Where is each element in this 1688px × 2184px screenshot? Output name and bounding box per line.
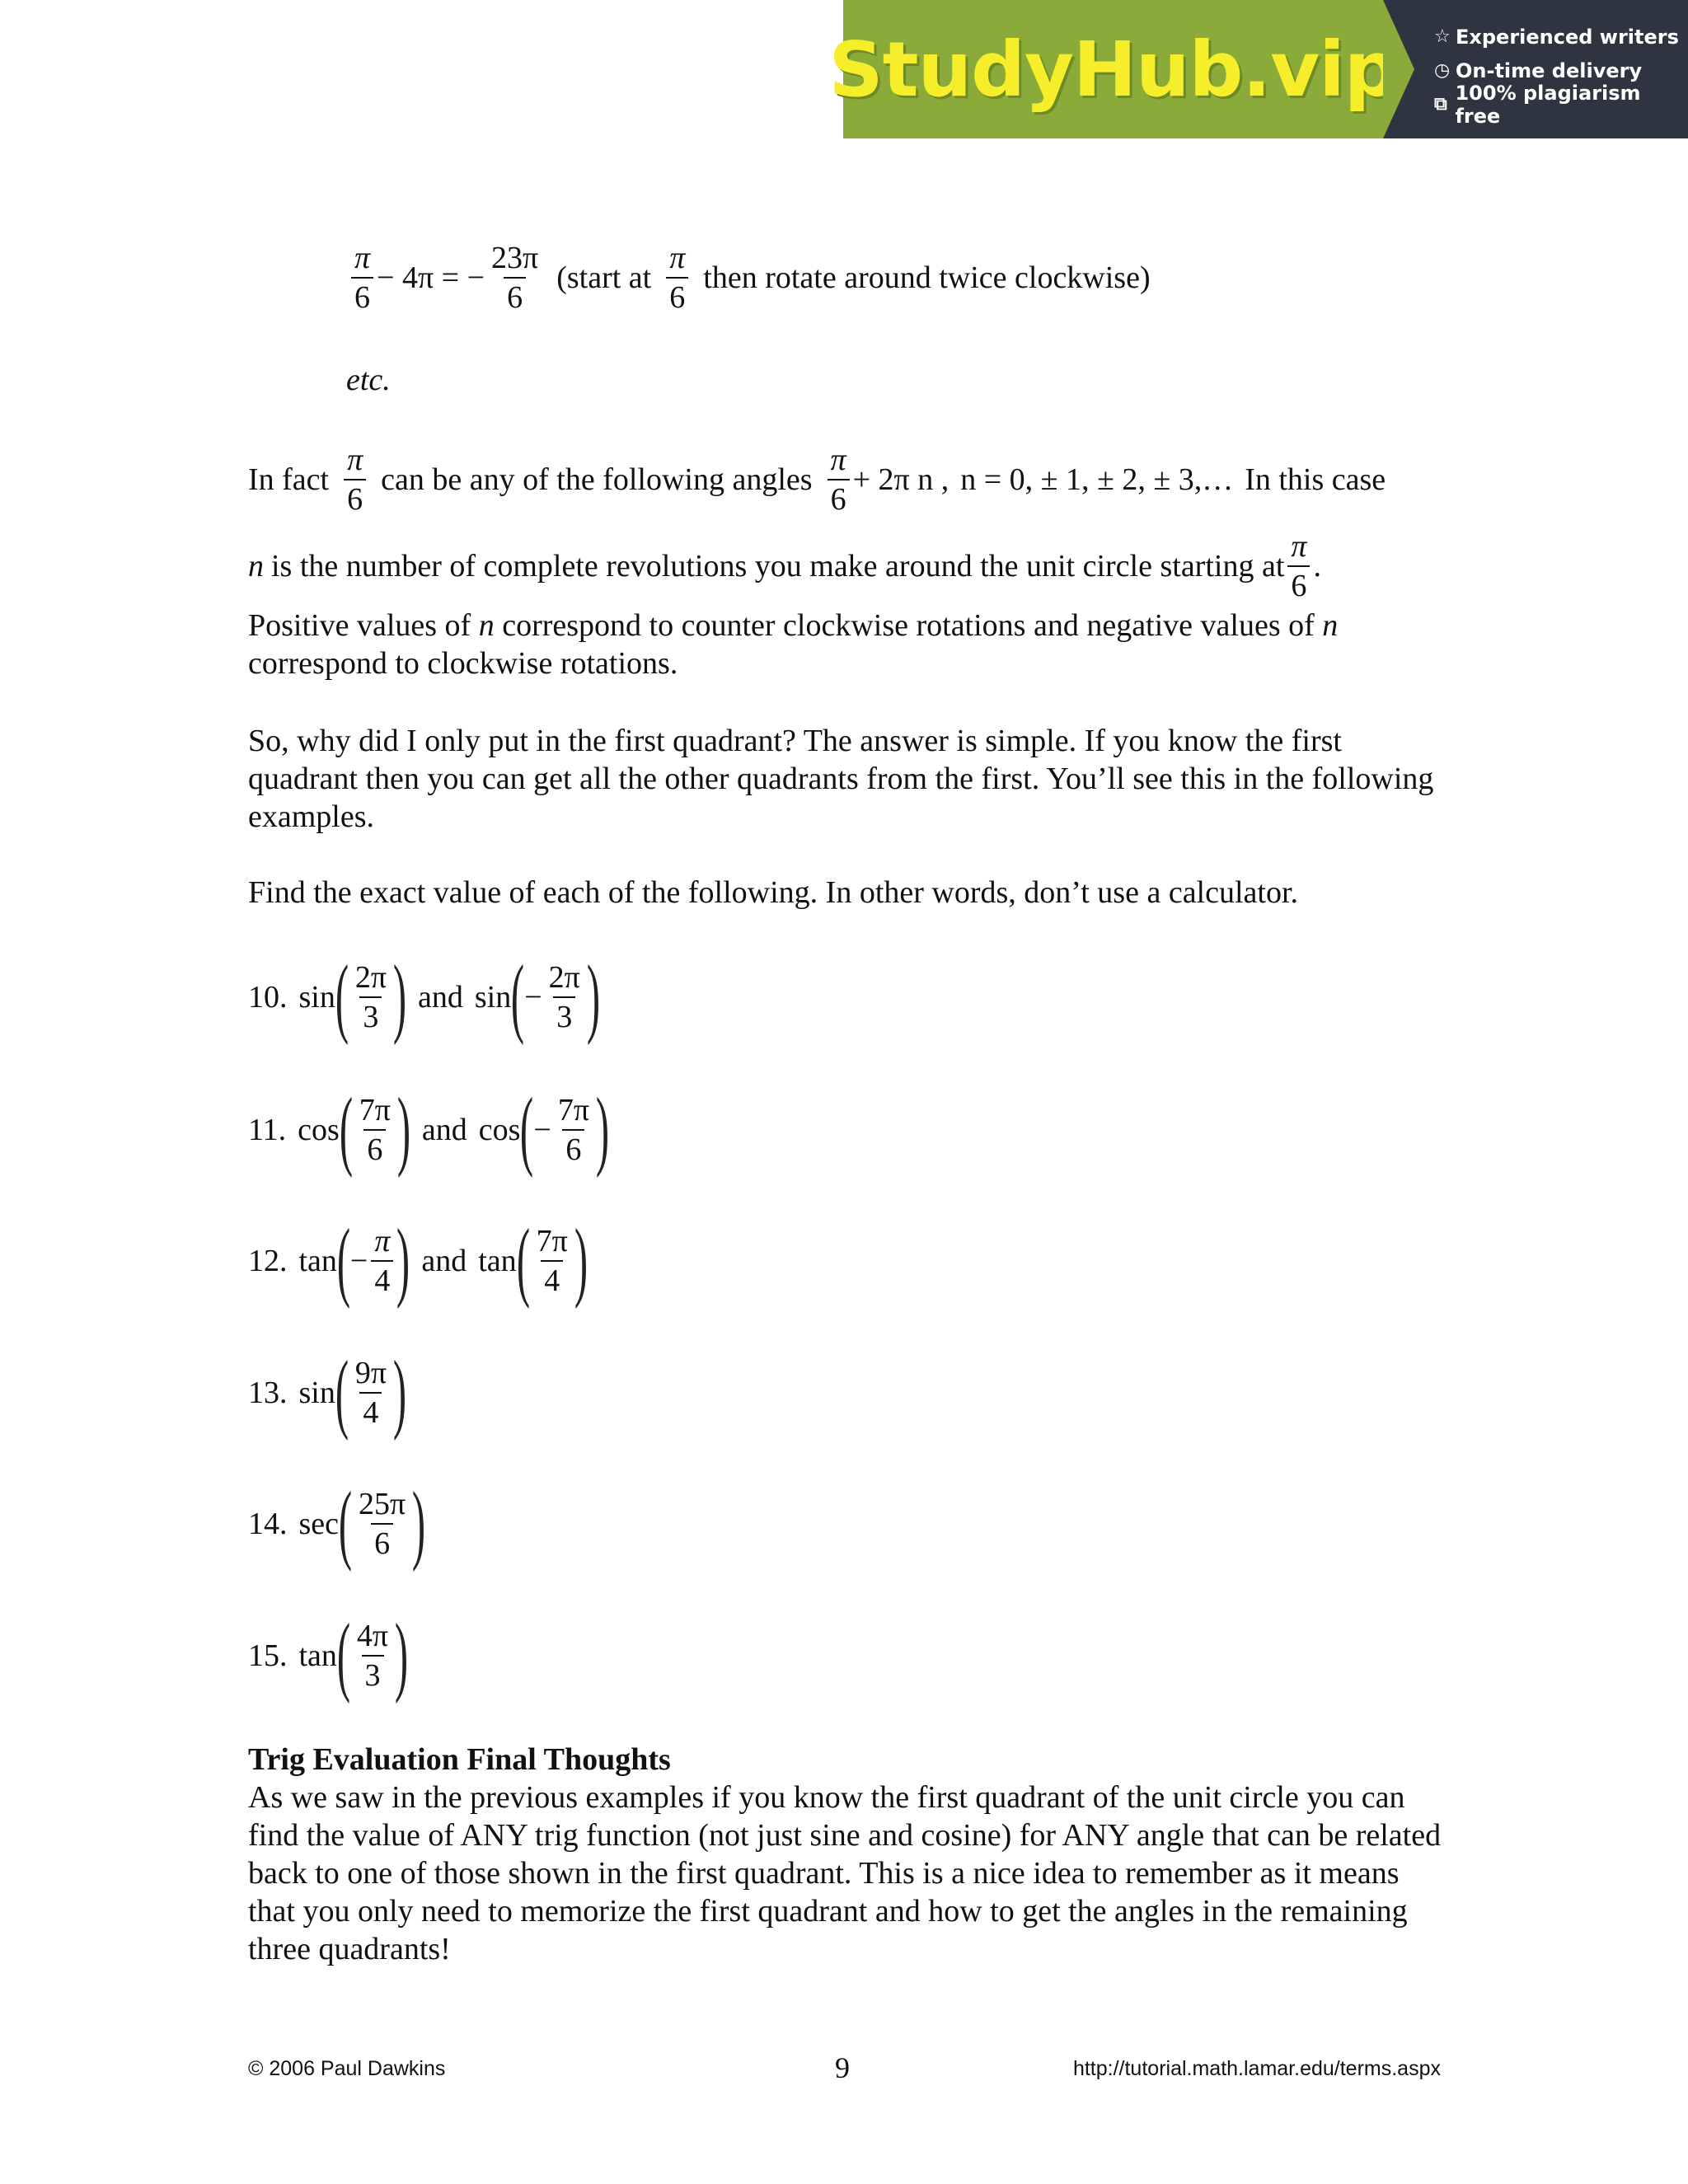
feature-experienced (1434, 20, 1688, 54)
etc-text: etc. (346, 363, 391, 397)
problem-13: 13. sin ( $\frac{9\pi}{4}$ ) (248, 1343, 407, 1441)
fraction: $\frac{23\pi}{6}$ (491, 241, 539, 315)
fraction: $\frac{\pi}{6}$ (666, 239, 688, 316)
equation-rotation (348, 239, 1151, 316)
copy-icon: ⧉ (1434, 94, 1447, 115)
problem-14: 14. sec ( $\frac{25\pi}{6}$ ) (248, 1474, 426, 1572)
problem-15: 15. tan ( $\frac{4\pi}{3}$ ) (248, 1606, 409, 1704)
paragraph-final: As we saw in the previous examples if you know the first quadrant of the unit circle you can find the value of ANY trig function (not just sine and cosine) for ANY angle that can be related back to one of those shown in the first quadrant. This is a nice idea to remember as it means that you only need to memorize the first quadrant and how to get the angles in the remaining three quadrants! (248, 1780, 1442, 1966)
section-heading: Trig Evaluation Final Thoughts (248, 1742, 671, 1777)
text: . (1313, 549, 1321, 583)
problem-11: 11. cos ( $\frac{7\pi}{6}$ ) and cos ( − $\frac{7\pi}{6}$ ) (248, 1080, 610, 1179)
problem-12: 12. tan ( − $\frac{\pi}{4}$ ) and tan ( $\frac{7\pi}{4}$ ) (248, 1212, 588, 1310)
studyhub-banner[interactable] (828, 0, 1688, 138)
equation-text: − 4π = − (377, 260, 485, 295)
page-number: 9 (835, 2051, 850, 2084)
banner-features (1383, 0, 1688, 138)
paragraph-quadrant: So, why did I only put in the first quadrant? The answer is simple. If you know the first quadrant then you can get all the other quadrants from the first. You’ll see this in the following examples. (248, 724, 1434, 834)
equation-text: (start at (556, 260, 652, 295)
feature-plagiarism (1434, 81, 1688, 128)
banner-arrow (1383, 0, 1414, 138)
paragraph-rotation: Positive values of n correspond to counter clockwise rotations and negative values of n correspond to clockwise rotations. (248, 608, 1339, 681)
page-footer (248, 2052, 1441, 2085)
logo-text: StudyHub.vip (828, 25, 1398, 114)
text: In fact (248, 462, 330, 497)
star-icon: ☆ (1434, 26, 1451, 47)
fraction: $\frac{\pi}{6}$ (344, 441, 366, 518)
fraction: $\frac{\pi}{6}$ (1287, 527, 1310, 605)
text: is the number of complete revolutions you make around the unit circle starting at (271, 549, 1285, 583)
text: + 2π n , (852, 462, 950, 497)
text: can be any of the following angles (381, 462, 813, 497)
footer-url[interactable]: http://tutorial.math.lamar.edu/terms.aspx (1072, 2057, 1441, 2080)
feature-label: 100% plagiarism free (1455, 81, 1641, 128)
copyright: © 2006 Paul Dawkins (248, 2057, 446, 2080)
fraction: $\frac{\pi}{6}$ (351, 239, 373, 316)
text: n = 0, ± 1, ± 2, ± 3,… (960, 462, 1234, 497)
feature-label: On-time delivery (1456, 59, 1643, 82)
in-fact-line (248, 441, 1386, 518)
paragraph-instructions: Find the exact value of each of the following. In other words, don’t use a calculator. (248, 875, 1299, 910)
revolutions-line (248, 527, 1321, 605)
feature-label: Experienced writers (1456, 25, 1679, 49)
text: In this case (1245, 462, 1386, 497)
equation-text: then rotate around twice clockwise) (703, 260, 1151, 295)
text: n (248, 549, 264, 583)
studyhub-logo[interactable] (828, 0, 1398, 138)
problem-10: 10. sin ( $\frac{2\pi}{3}$ ) and sin ( − $\frac{2\pi}{3}$ ) (248, 948, 600, 1046)
clock-icon: ◷ (1434, 60, 1451, 81)
fraction: $\frac{\pi}{6}$ (828, 441, 850, 518)
